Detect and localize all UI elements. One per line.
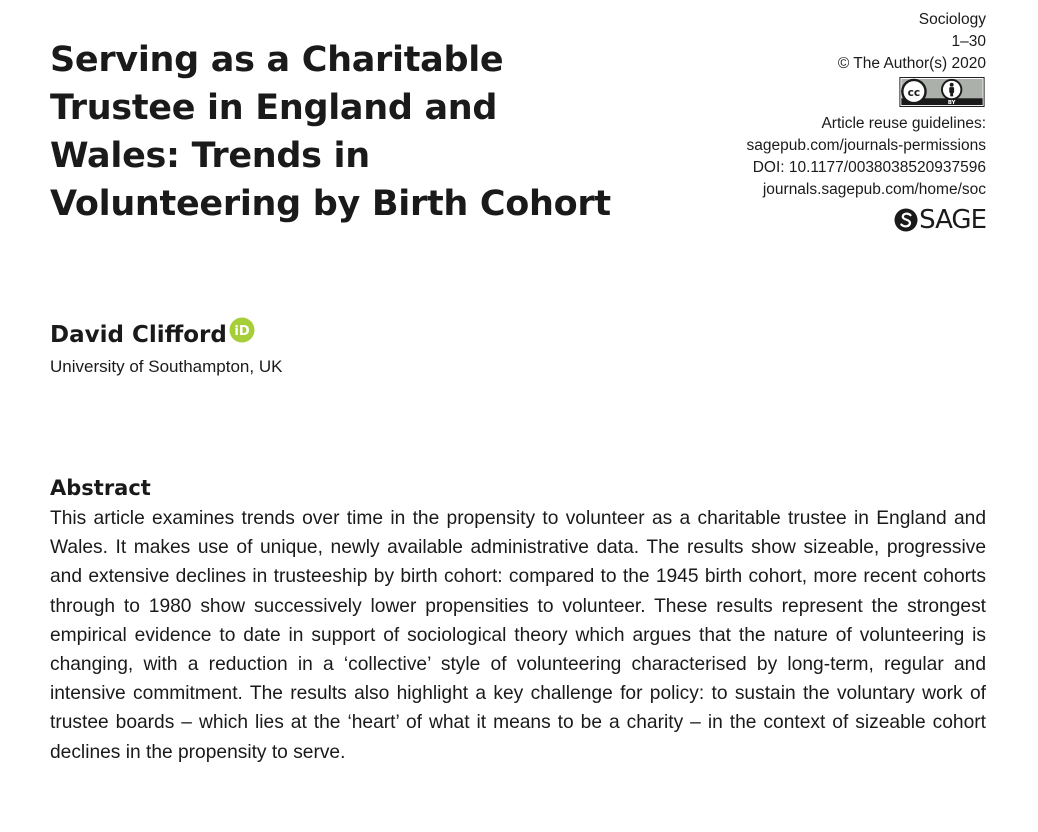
- title-line: Volunteering by Birth Cohort: [50, 184, 611, 224]
- abstract-heading: Abstract: [50, 476, 151, 500]
- sage-logo-text: SAGE: [919, 205, 986, 235]
- sage-s-icon: [894, 207, 918, 233]
- article-title: [50, 36, 670, 228]
- journal-name: Sociology: [918, 11, 986, 28]
- sage-logo: [894, 205, 986, 235]
- orcid-icon[interactable]: [229, 317, 255, 343]
- journal-home-link[interactable]: journals.sagepub.com/home/soc: [762, 181, 986, 198]
- title-line: Wales: Trends in: [50, 136, 370, 176]
- title-line: Serving as a Charitable: [50, 40, 504, 80]
- author-block: [50, 320, 255, 350]
- journal-meta: [666, 9, 986, 240]
- cc-by-icon[interactable]: [898, 77, 986, 107]
- copyright-notice: © The Author(s) 2020: [837, 55, 986, 72]
- abstract-text: This article examines trends over time in the propensity to volunteer as a charitable trustee in England and Wales. It makes use of unique, newly available administrative data. The results show sizeable, progressive and extensive declines in trusteeship by birth cohort: compared to the 1945 birth cohort, more recent cohorts through to 1980 show successively lower propensities to volunteer. These results represent the strongest empirical evidence to date in support of sociological theory which argues that the nature of volunteering is changing, with a reduction in a ‘collective’ style of volunteering characterised by long-term, regular and intensive commitment. The results also highlight a key challenge for policy: to sustain the voluntary work of trustee boards – which lies at the ‘heart’ of what it means to be a charity – in the context of sizeable cohort declines in the propensity to serve.: [50, 508, 986, 763]
- title-line: Trustee in England and: [50, 88, 498, 128]
- author-name[interactable]: David Clifford: [50, 322, 227, 348]
- svg-text:BY: BY: [947, 100, 956, 107]
- reuse-guidelines-label: Article reuse guidelines:: [821, 115, 986, 132]
- svg-text:iD: iD: [234, 324, 250, 339]
- page-range: 1–30: [951, 33, 986, 50]
- svg-text:cc: cc: [907, 85, 921, 99]
- permissions-link[interactable]: sagepub.com/journals-permissions: [746, 137, 986, 154]
- doi[interactable]: DOI: 10.1177/0038038520937596: [752, 159, 986, 176]
- author-affiliation: University of Southampton, UK: [50, 357, 283, 376]
